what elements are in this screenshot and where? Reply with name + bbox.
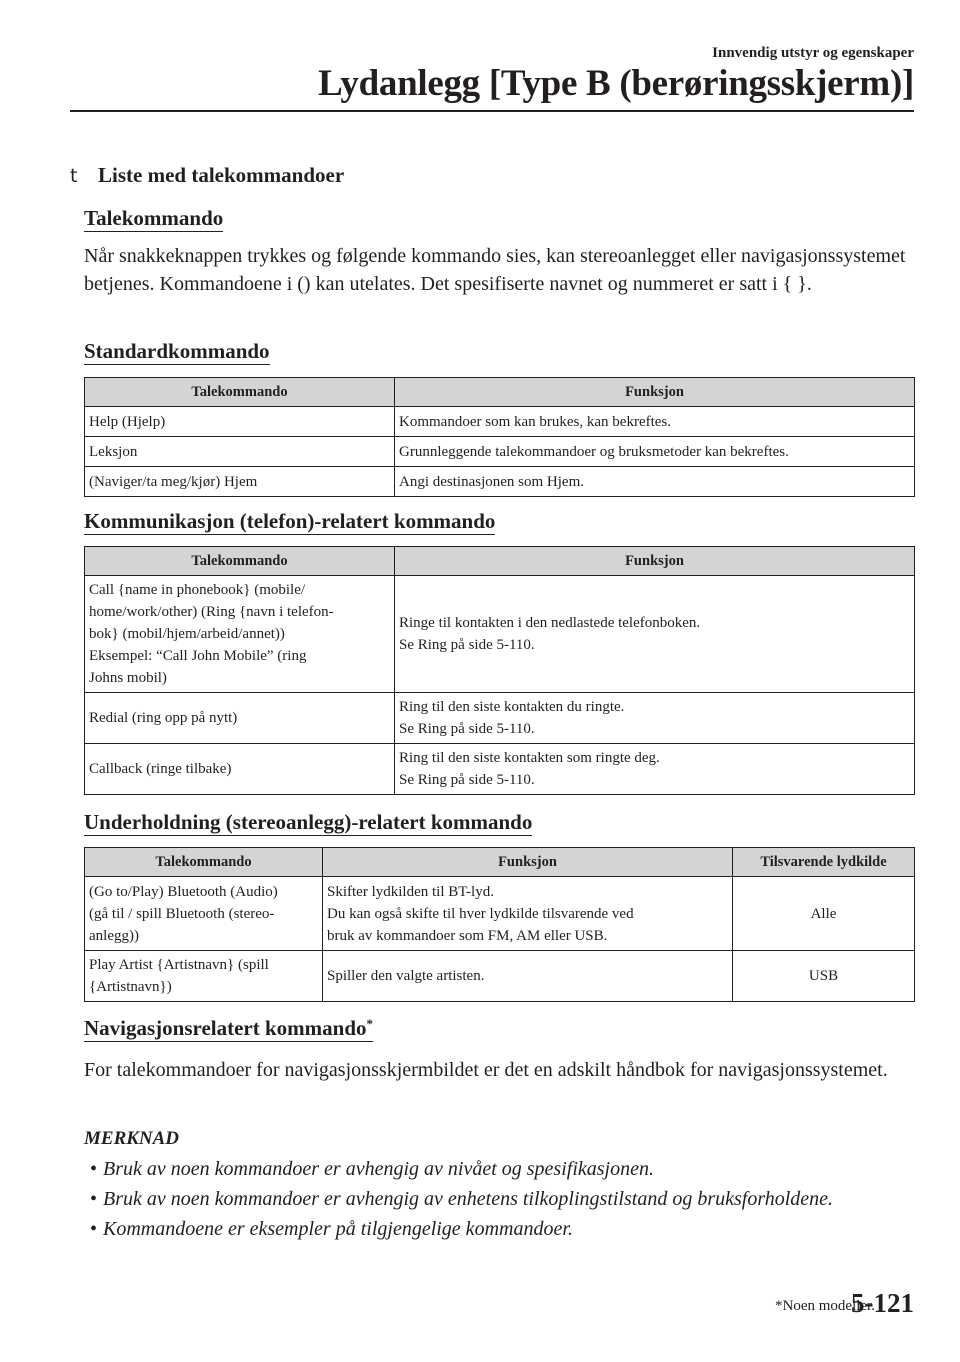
function-cell — [323, 877, 733, 951]
list-item — [84, 1156, 916, 1182]
cell-line: Callback (ringe tilbake) — [89, 761, 232, 777]
cell-line: Spiller den valgte artisten. — [327, 968, 485, 984]
cell-line: Se Ring på side 5-110. — [399, 721, 535, 737]
chapter-label: Innvendig utstyr og egenskaper — [712, 45, 914, 61]
table-row — [85, 744, 915, 795]
entertainment-heading: Underholdning (stereoanlegg)-relatert kommando — [84, 810, 533, 834]
column-header: Funksjon — [395, 378, 915, 407]
page-title: Lydanlegg [Type B (berøringsskjerm)] — [318, 63, 914, 104]
function-cell — [323, 951, 733, 1002]
intro-heading: Talekommando — [84, 206, 224, 230]
command-cell — [85, 576, 395, 693]
cell-line: (Go to/Play) Bluetooth (Audio) — [89, 883, 278, 900]
intro-paragraph: Når snakkeknappen trykkes og følgende kommando sies, kan stereoanlegget eller navigasjonssystemet betjenes. Kommandoene i () kan utelates. Det spesifiserte navnet og nummeret er satt i { }. — [84, 245, 906, 295]
cell-line: Eksempel: “Call John Mobile” (ring — [89, 648, 307, 664]
column-header: Tilsvarende lydkilde — [733, 848, 915, 877]
bullet-icon: • — [90, 1218, 98, 1240]
cell-line: Ring til den siste kontakten du ringte. — [399, 699, 625, 715]
column-header: Funksjon — [395, 547, 915, 576]
function-cell — [395, 576, 915, 693]
cell-line: home/work/other) (Ring {navn i telefon- — [89, 604, 334, 620]
phone-heading: Kommunikasjon (telefon)-relatert kommando — [84, 509, 496, 533]
cell-line: Skifter lydkilden til BT-lyd. — [327, 883, 494, 900]
note-list — [84, 1156, 916, 1246]
table-row — [85, 407, 915, 437]
table-row — [85, 576, 915, 693]
phone-table — [84, 546, 915, 795]
command-cell: Leksjon — [85, 437, 395, 467]
cell-line: anlegg)) — [89, 927, 139, 944]
function-cell: Grunnleggende talekommandoer og bruksmetoder kan bekreftes. — [395, 437, 915, 467]
cell-line: Ring til den siste kontakten som ringte deg. — [399, 750, 660, 766]
navigation-heading — [84, 1016, 373, 1042]
list-item — [84, 1186, 916, 1212]
cell-line: bruk av kommandoer som FM, AM eller USB. — [327, 927, 608, 944]
list-item — [84, 1216, 916, 1242]
table-row — [85, 877, 915, 951]
standard-table — [84, 377, 915, 497]
function-cell — [395, 744, 915, 795]
note-text: Bruk av noen kommandoer er avhengig av nivået og spesifikasjonen. — [103, 1158, 654, 1180]
footnote: *Noen modeller. — [775, 1298, 875, 1314]
column-header: Talekommando — [85, 547, 395, 576]
column-header: Talekommando — [85, 848, 323, 877]
cell-line: Ringe til kontakten i den nedlastede telefonboken. — [399, 615, 701, 631]
cell-line: bok} (mobil/hjem/arbeid/annet)) — [89, 626, 285, 642]
cell-line: (gå til / spill Bluetooth (stereo- — [89, 905, 275, 922]
source-cell: USB — [733, 951, 915, 1002]
table-row — [85, 951, 915, 1002]
table-header-row — [85, 378, 915, 407]
command-cell: Help (Hjelp) — [85, 407, 395, 437]
navigation-heading-text: Navigasjonsrelatert kommando — [84, 1016, 367, 1040]
command-cell — [85, 951, 323, 1002]
footnote-mark: * — [366, 1016, 374, 1031]
cell-line: Play Artist {Artistnavn} (spill — [89, 957, 269, 973]
table-header-row — [85, 848, 915, 877]
command-cell: (Naviger/ta meg/kjør) Hjem — [85, 467, 395, 497]
cell-line: Se Ring på side 5-110. — [399, 637, 535, 653]
section-marker: t — [70, 165, 78, 187]
table-row — [85, 437, 915, 467]
note-title: MERKNAD — [84, 1128, 180, 1149]
column-header: Talekommando — [85, 378, 395, 407]
bullet-icon: • — [90, 1188, 98, 1210]
bullet-icon: • — [90, 1158, 98, 1180]
cell-line: Johns mobil) — [89, 670, 167, 686]
function-cell — [395, 693, 915, 744]
function-cell: Angi destinasjonen som Hjem. — [395, 467, 915, 497]
standard-heading: Standardkommando — [84, 339, 270, 363]
page-number: 5-121 — [851, 1288, 914, 1318]
cell-line: Call {name in phonebook} (mobile/ — [89, 582, 306, 598]
command-cell — [85, 877, 323, 951]
column-header: Funksjon — [323, 848, 733, 877]
cell-line: Se Ring på side 5-110. — [399, 772, 535, 788]
command-cell — [85, 744, 395, 795]
cell-line: Du kan også skifte til hver lydkilde tilsvarende ved — [327, 905, 634, 922]
source-cell: Alle — [733, 877, 915, 951]
section-title-text: Liste med talekommandoer — [98, 163, 345, 187]
table-row — [85, 693, 915, 744]
header-rule — [70, 110, 914, 112]
table-row — [85, 467, 915, 497]
section-title — [70, 163, 344, 188]
function-cell: Kommandoer som kan brukes, kan bekreftes. — [395, 407, 915, 437]
note-text: Bruk av noen kommandoer er avhengig av enhetens tilkoplingstilstand og bruksforholdene. — [103, 1188, 834, 1210]
cell-line: {Artistnavn}) — [89, 979, 172, 995]
command-cell — [85, 693, 395, 744]
entertainment-table — [84, 847, 915, 1002]
table-header-row — [85, 547, 915, 576]
note-text: Kommandoene er eksempler på tilgjengelige kommandoer. — [103, 1218, 573, 1240]
cell-line: Redial (ring opp på nytt) — [89, 710, 238, 726]
navigation-paragraph: For talekommandoer for navigasjonsskjermbildet er det en adskilt håndbok for navigasjonssystemet. — [84, 1059, 888, 1081]
